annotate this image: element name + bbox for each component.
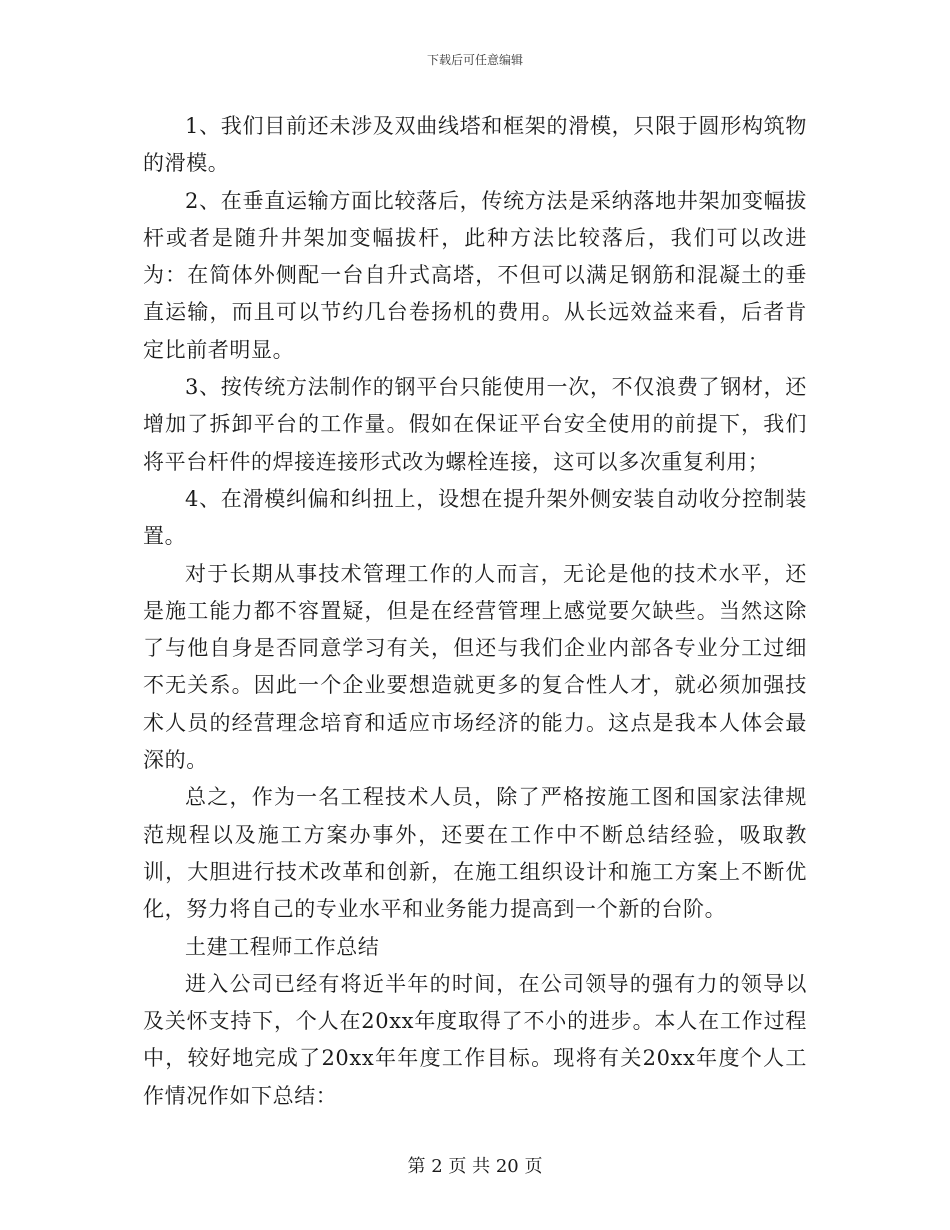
document-body: [143, 108, 807, 1115]
paragraph-item-4: 4、在滑模纠偏和纠扭上，设想在提升架外侧安装自动收分控制装置。: [143, 486, 807, 549]
paragraph-intro: 进入公司已经有将近半年的时间，在公司领导的强有力的领导以及关怀支持下，个人在20xx年度取得了不小的进步。本人在工作过程中，较好地完成了20xx年年度工作目标。现将有关20xx年度个人工作情况作如下总结：: [143, 971, 807, 1108]
page-footer: 第 2 页 共 20 页: [407, 1156, 543, 1177]
section-heading: 土建工程师工作总结: [185, 934, 380, 959]
paragraph-management: 对于长期从事技术管理工作的人而言，无论是他的技术水平，还是施工能力都不容置疑，但是在经营管理上感觉要欠缺些。当然这除了与他自身是否同意学习有关，但还与我们企业内部各专业分工过细不无关系。因此一个企业要想造就更多的复合性人才，就必须加强技术人员的经营理念培育和适应市场经济的能力。这点是我本人体会最深的。: [143, 561, 807, 773]
paragraph-item-2: 2、在垂直运输方面比较落后，传统方法是采纳落地井架加变幅拔杆或者是随升井架加变幅拔杆，此种方法比较落后，我们可以改进为：在简体外侧配一台自升式高塔，不但可以满足钢筋和混凝土的垂直运输，而且可以节约几台卷扬机的费用。从长远效益来看，后者肯定比前者明显。: [143, 188, 807, 362]
paragraph-item-1: 1、我们目前还未涉及双曲线塔和框架的滑模，只限于圆形构筑物的滑模。: [143, 114, 807, 176]
paragraph-conclusion: 总之，作为一名工程技术人员，除了严格按施工图和国家法律规范规程以及施工方案办事外，还要在工作中不断总结经验，吸取教训，大胆进行技术改革和创新，在施工组织设计和施工方案上不断优化，努力将自己的专业水平和业务能力提高到一个新的台阶。: [143, 785, 807, 922]
paragraph-item-3: 3、按传统方法制作的钢平台只能使用一次，不仅浪费了钢材，还增加了拆卸平台的工作量。假如在保证平台安全使用的前提下，我们将平台杆件的焊接连接形式改为螺栓连接，这可以多次重复利用；: [143, 375, 807, 474]
page-header: 下载后可任意编辑: [426, 53, 523, 67]
